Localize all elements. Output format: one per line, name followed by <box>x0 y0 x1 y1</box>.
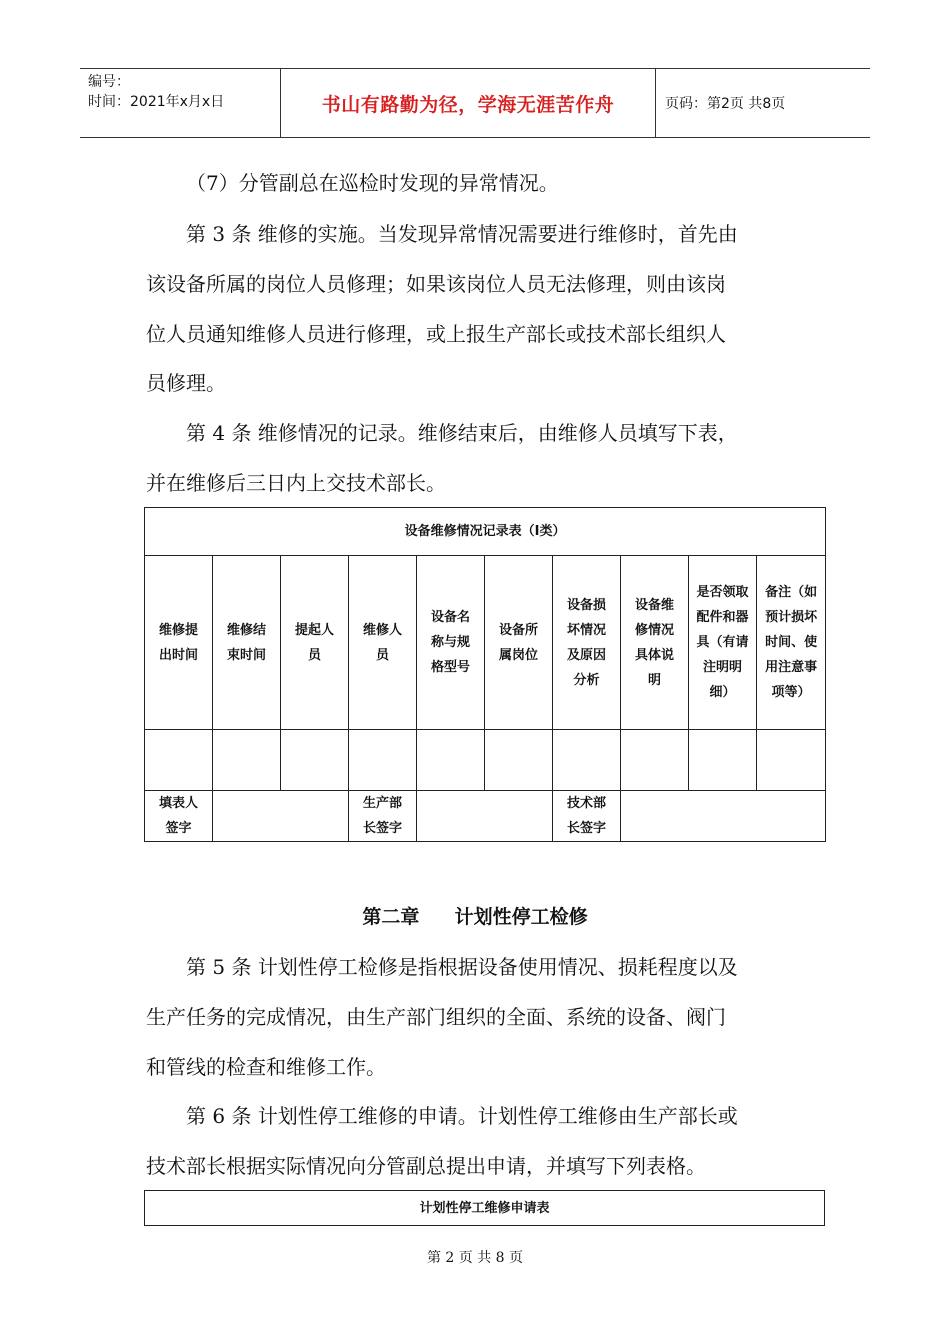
article-4-line-1: 第 4 条 维修情况的记录。维修结束后，由维修人员填写下表， <box>186 421 738 445</box>
article-5-line-1: 第 5 条 计划性停工检修是指根据设备使用情况、损耗程度以及 <box>186 955 738 979</box>
article-5-line-3: 和管线的检查和维修工作。 <box>146 1055 386 1079</box>
article-6-line-2: 技术部长根据实际情况向分管副总提出申请，并填写下列表格。 <box>146 1154 706 1178</box>
table-cell-empty[interactable] <box>553 730 621 791</box>
table-cell-empty[interactable] <box>485 730 553 791</box>
page-footer: 第 2 页 共 8 页 <box>426 1250 524 1266</box>
table-signature-row <box>145 791 826 842</box>
header-page-cell <box>655 69 870 137</box>
table-cell-empty[interactable] <box>349 730 417 791</box>
header-motto: 书山有路勤为径，学海无涯苦作舟 <box>321 93 615 116</box>
article-3-line-4: 员修理。 <box>146 371 226 395</box>
table-cell-empty[interactable] <box>145 730 213 791</box>
header-page-info: 页码：第2页 共8页 <box>665 96 786 112</box>
table-header-cell: 维修人员 <box>349 556 417 730</box>
article-3-line-2: 该设备所属的岗位人员修理；如果该岗位人员无法修理，则由该岗 <box>146 272 726 296</box>
maintenance-record-table <box>144 507 826 842</box>
table-cell-empty[interactable] <box>213 730 281 791</box>
table-header-cell: 设备名称与规格型号 <box>417 556 485 730</box>
signature-label-technical: 技术部长签字 <box>553 791 621 842</box>
header-motto-cell <box>280 69 656 137</box>
table-cell-empty[interactable] <box>417 730 485 791</box>
table-header-cell: 维修结束时间 <box>213 556 281 730</box>
table-header-row <box>145 556 826 730</box>
table-cell-empty[interactable] <box>757 730 826 791</box>
article-3-line-1: 第 3 条 维修的实施。当发现异常情况需要进行维修时，首先由 <box>186 222 738 246</box>
table-cell-empty[interactable] <box>281 730 349 791</box>
article-3-line-3: 位人员通知维修人员进行修理，或上报生产部长或技术部长组织人 <box>146 322 726 346</box>
table-header-cell: 设备所属岗位 <box>485 556 553 730</box>
signature-label-filler: 填表人签字 <box>145 791 213 842</box>
table-header-cell: 设备维修情况具体说明 <box>621 556 689 730</box>
signature-field-filler[interactable] <box>213 791 349 842</box>
table-header-cell: 维修提出时间 <box>145 556 213 730</box>
document-time-label: 时间：2021年x月x日 <box>88 94 225 110</box>
page-header <box>80 68 870 138</box>
table-header-cell: 提起人员 <box>281 556 349 730</box>
signature-field-production[interactable] <box>417 791 553 842</box>
header-meta <box>80 69 280 137</box>
table-header-cell: 备注（如预计损坏时间、使用注意事项等） <box>757 556 826 730</box>
table-header-cell: 是否领取配件和器具（有请注明明细） <box>689 556 757 730</box>
paragraph-item-7: （7）分管副总在巡检时发现的异常情况。 <box>186 171 559 195</box>
chapter-heading <box>0 902 950 929</box>
table-caption: 计划性停工维修申请表 <box>145 1191 825 1226</box>
chapter-number: 第二章 <box>362 906 420 928</box>
signature-label-production: 生产部长签字 <box>349 791 417 842</box>
table-row <box>145 730 826 791</box>
shutdown-application-table <box>144 1190 825 1226</box>
document-number-label: 编号： <box>88 74 130 90</box>
article-4-line-2: 并在维修后三日内上交技术部长。 <box>146 471 446 495</box>
table-header-cell: 设备损坏情况及原因分析 <box>553 556 621 730</box>
table-caption: 设备维修情况记录表（Ⅰ类） <box>145 508 826 556</box>
table-cell-empty[interactable] <box>621 730 689 791</box>
signature-field-technical[interactable] <box>621 791 826 842</box>
table-cell-empty[interactable] <box>689 730 757 791</box>
chapter-title: 计划性停工检修 <box>454 906 588 928</box>
article-5-line-2: 生产任务的完成情况，由生产部门组织的全面、系统的设备、阀门 <box>146 1005 726 1029</box>
article-6-line-1: 第 6 条 计划性停工维修的申请。计划性停工维修由生产部长或 <box>186 1104 738 1128</box>
